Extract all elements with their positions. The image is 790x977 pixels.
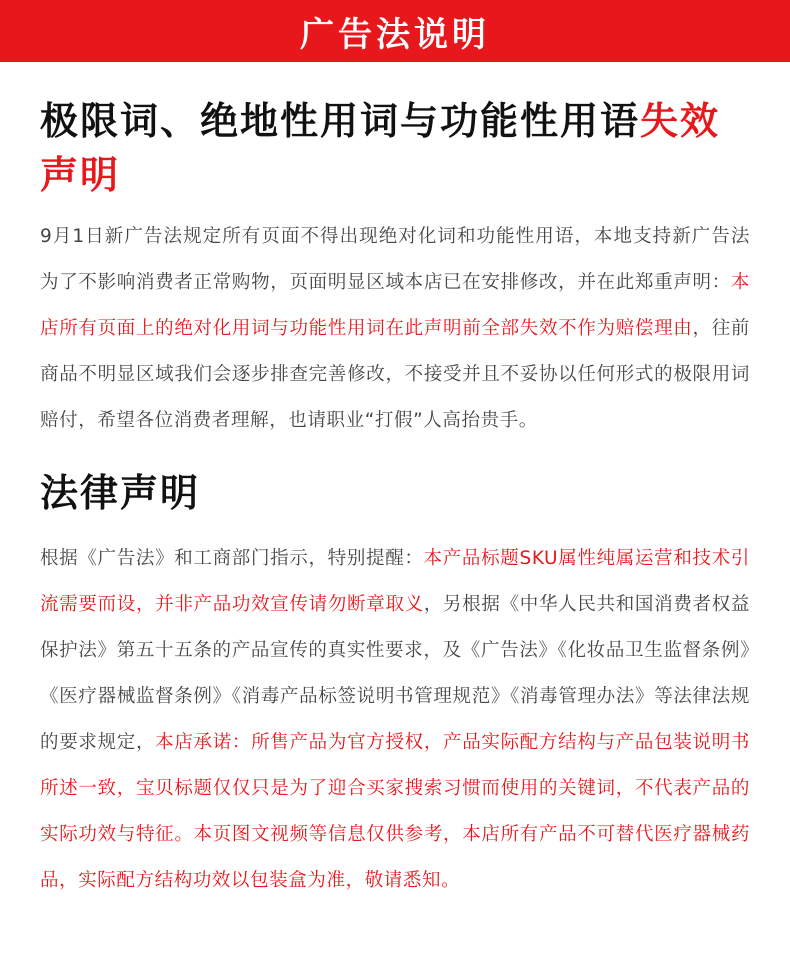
section2-paragraph <box>40 536 750 904</box>
section1-text-b: ，往前商品不明显区域我们会逐步排查完善修改，不接受并且不妥协以任何形式的极限用词赔付，希望各位消费者理解，也请职业“打假”人高抬贵手。 <box>40 318 750 431</box>
banner-title: 广告法说明 <box>300 14 490 55</box>
section2-text-red1: 本产品标题SKU属性纯属运营和技术引流需要而设，并非产品功效宣传请勿断章取义 <box>40 548 750 615</box>
section1-title-highlight: 失效声明 <box>40 99 721 197</box>
section1-text-a: 9月1日新广告法规定所有页面不得出现绝对化词和功能性用语，本地支持新广告法为了不影响消费者正常购物，页面明显区域本店已在安排修改，并在此郑重声明： <box>40 226 750 293</box>
section2-text-a: 根据《广告法》和工商部门指示，特别提醒： <box>40 548 424 569</box>
section2-text-b: ，另根据《中华人民共和国消费者权益保护法》第五十五条的产品宣传的真实性要求，及《广告法》《化妆品卫生监督条例》《医疗器械监督条例》《消毒产品标签说明书管理规范》《消毒管理办法》等法律法规的要求规定， <box>40 594 750 753</box>
section1-title-main: 极限词、绝地性用词与功能性用语 <box>40 99 641 143</box>
section1-paragraph <box>40 214 750 444</box>
section1-title <box>40 94 750 202</box>
section2-title: 法律声明 <box>40 471 201 515</box>
header-banner <box>0 0 790 62</box>
main-content <box>0 94 790 904</box>
section1-text-red: 本店所有页面上的绝对化用词与功能性用词在此声明前全部失效不作为赔偿理由 <box>40 272 750 339</box>
section2-text-red2: 本店承诺：所售产品为官方授权，产品实际配方结构与产品包装说明书所述一致，宝贝标题仅仅只是为了迎合买家搜索习惯而使用的关键词，不代表产品的实际功效与特征。本页图文视频等信息仅供参考，本店所有产品不可替代医疗器械药品，实际配方结构功效以包装盒为准，敬请悉知。 <box>40 732 750 891</box>
